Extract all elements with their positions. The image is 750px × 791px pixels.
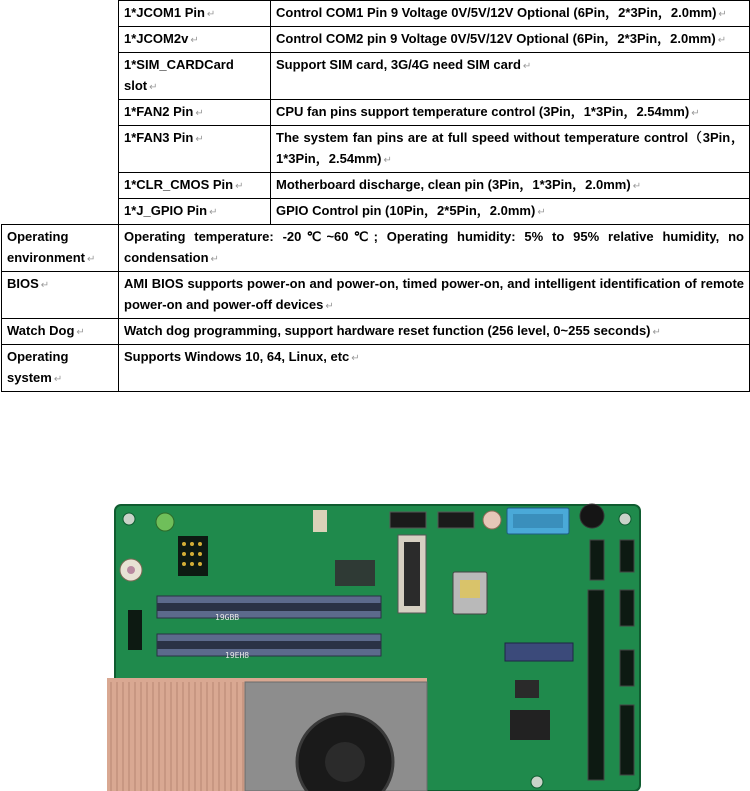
interface-name: 1*FAN3 Pin ↵	[119, 126, 271, 173]
interface-name: 1*FAN2 Pin ↵	[119, 100, 271, 126]
interface-name: 1*JCOM2v ↵	[119, 27, 271, 53]
fan-header	[390, 512, 426, 528]
empty-cell	[2, 53, 119, 100]
spec-label: BIOS ↵	[2, 272, 119, 319]
empty-cell	[2, 1, 119, 27]
interface-row	[2, 173, 750, 199]
spec-row	[2, 272, 750, 319]
silkscreen-label: 19EH8	[225, 651, 250, 660]
spec-value: Watch dog programming, support hardware reset function (256 level, 0~255 seconds) ↵	[119, 319, 750, 345]
spec-value: AMI BIOS supports power-on and power-on, timed power-on, and intelligent identification of remote power-on and power-off devices ↵	[119, 272, 750, 319]
empty-cell	[2, 27, 119, 53]
spec-value: Operating temperature: -20℃~60℃; Operating humidity: 5% to 95% relative humidity, no condensation ↵	[119, 225, 750, 272]
interface-description: Motherboard discharge, clean pin (3Pin，1*3Pin，2.0mm) ↵	[271, 173, 750, 199]
spec-row	[2, 319, 750, 345]
interface-description: Support SIM card, 3G/4G need SIM card ↵	[271, 53, 750, 100]
interface-description: Control COM2 pin 9 Voltage 0V/5V/12V Optional (6Pin，2*3Pin，2.0mm) ↵	[271, 27, 750, 53]
spec-row	[2, 225, 750, 272]
interface-description: The system fan pins are at full speed without temperature control（3Pin，1*3Pin，2.54mm) ↵	[271, 126, 750, 173]
spec-label: Operating environment ↵	[2, 225, 119, 272]
empty-cell	[2, 173, 119, 199]
interface-name: 1*SIM_CARDCard slot ↵	[119, 53, 271, 100]
interface-name: 1*CLR_CMOS Pin ↵	[119, 173, 271, 199]
empty-cell	[2, 126, 119, 173]
interface-row	[2, 1, 750, 27]
interface-description: Control COM1 Pin 9 Voltage 0V/5V/12V Optional (6Pin，2*3Pin，2.0mm) ↵	[271, 1, 750, 27]
spec-label: Operating system ↵	[2, 345, 119, 392]
interface-row	[2, 199, 750, 225]
silkscreen-label: 19GBB	[215, 613, 240, 622]
empty-cell	[2, 100, 119, 126]
interface-row	[2, 126, 750, 173]
interface-description: GPIO Control pin (10Pin，2*5Pin，2.0mm) ↵	[271, 199, 750, 225]
buzzer	[580, 504, 604, 528]
motherboard-photo	[95, 500, 655, 791]
interface-name: 1*J_GPIO Pin ↵	[119, 199, 271, 225]
interface-row	[2, 100, 750, 126]
interface-name: 1*JCOM1 Pin ↵	[119, 1, 271, 27]
empty-cell	[2, 199, 119, 225]
spec-value: Supports Windows 10, 64, Linux, etc ↵	[119, 345, 750, 392]
interface-description: CPU fan pins support temperature control (3Pin，1*3Pin，2.54mm) ↵	[271, 100, 750, 126]
spec-label: Watch Dog ↵	[2, 319, 119, 345]
interface-row	[2, 53, 750, 100]
interface-row	[2, 27, 750, 53]
spec-table	[1, 0, 750, 392]
spec-row	[2, 345, 750, 392]
